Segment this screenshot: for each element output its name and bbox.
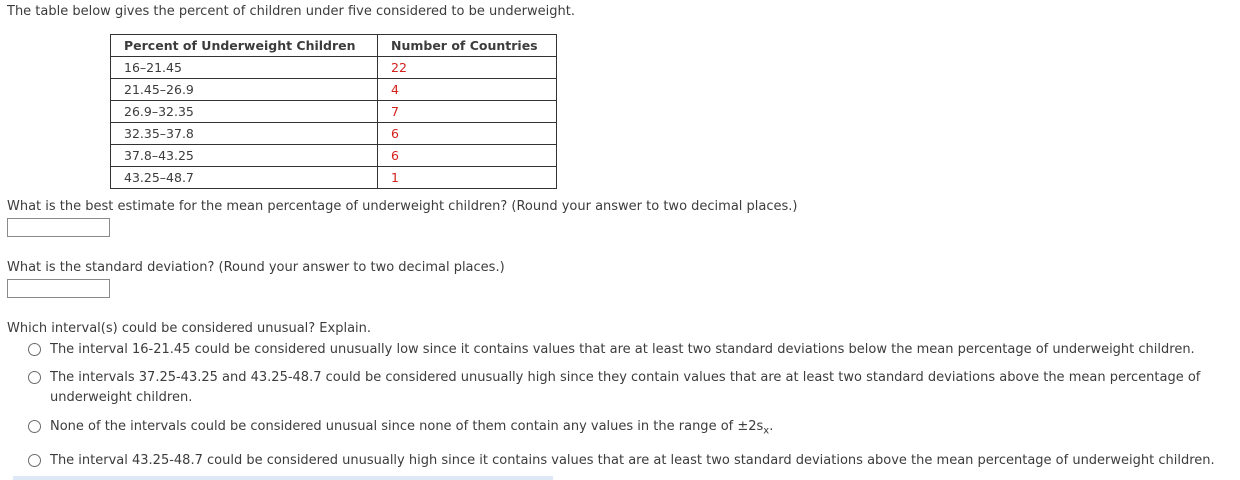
table-row xyxy=(111,79,557,101)
radio-button[interactable] xyxy=(28,454,41,467)
option-text-end: . xyxy=(769,419,774,434)
option-text xyxy=(50,417,1228,442)
sd-answer-input[interactable] xyxy=(7,279,110,298)
mean-answer-input[interactable] xyxy=(7,218,110,237)
interval-cell: 37.8–43.25 xyxy=(111,145,378,167)
radio-button[interactable] xyxy=(28,420,41,433)
option-text: The interval 43.25-48.7 could be considered unusually high since it contains values that are at least two standard deviations above the mean percentage of underweight children. xyxy=(50,453,1215,468)
header-percent: Percent of Underweight Children xyxy=(111,35,378,57)
option-low-interval[interactable] xyxy=(28,340,1228,360)
intro-text: The table below gives the percent of children under five considered to be underweight. xyxy=(7,4,575,19)
interval-cell: 32.35–37.8 xyxy=(111,123,378,145)
table-row xyxy=(111,167,557,189)
sd-question: What is the standard deviation? (Round your answer to two decimal places.) xyxy=(7,260,505,275)
option-highest-interval[interactable] xyxy=(28,451,1228,471)
count-cell: 6 xyxy=(378,123,557,145)
mean-question: What is the best estimate for the mean percentage of underweight children? (Round your answer to two decimal places.) xyxy=(7,199,798,214)
option-none-unusual[interactable] xyxy=(28,417,1228,442)
radio-button[interactable] xyxy=(28,343,41,356)
table-row xyxy=(111,123,557,145)
option-high-intervals[interactable] xyxy=(28,368,1228,408)
option-text-main: None of the intervals could be considered unusual since none of them contain any values in the range of ±2s xyxy=(50,419,764,434)
option-text: The intervals 37.25-43.25 and 43.25-48.7 could be considered unusually high since they contain values that are at least two standard deviations above the mean percentage of underweight children. xyxy=(50,370,1201,405)
count-cell: 22 xyxy=(378,57,557,79)
table-row xyxy=(111,145,557,167)
interval-cell: 21.45–26.9 xyxy=(111,79,378,101)
count-cell: 7 xyxy=(378,101,557,123)
bottom-highlight-bar xyxy=(13,476,553,480)
table-row xyxy=(111,57,557,79)
count-cell: 1 xyxy=(378,167,557,189)
header-count: Number of Countries xyxy=(378,35,557,57)
table-header-row xyxy=(111,35,557,57)
option-text: The interval 16-21.45 could be considered unusually low since it contains values that are at least two standard deviations below the mean percentage of underweight children. xyxy=(50,342,1195,357)
frequency-table xyxy=(110,34,557,189)
interval-cell: 16–21.45 xyxy=(111,57,378,79)
count-cell: 6 xyxy=(378,145,557,167)
option-subscript: x xyxy=(763,425,770,437)
interval-cell: 43.25–48.7 xyxy=(111,167,378,189)
table-row xyxy=(111,101,557,123)
radio-button[interactable] xyxy=(28,371,41,384)
interval-cell: 26.9–32.35 xyxy=(111,101,378,123)
count-cell: 4 xyxy=(378,79,557,101)
unusual-question: Which interval(s) could be considered unusual? Explain. xyxy=(7,321,372,336)
